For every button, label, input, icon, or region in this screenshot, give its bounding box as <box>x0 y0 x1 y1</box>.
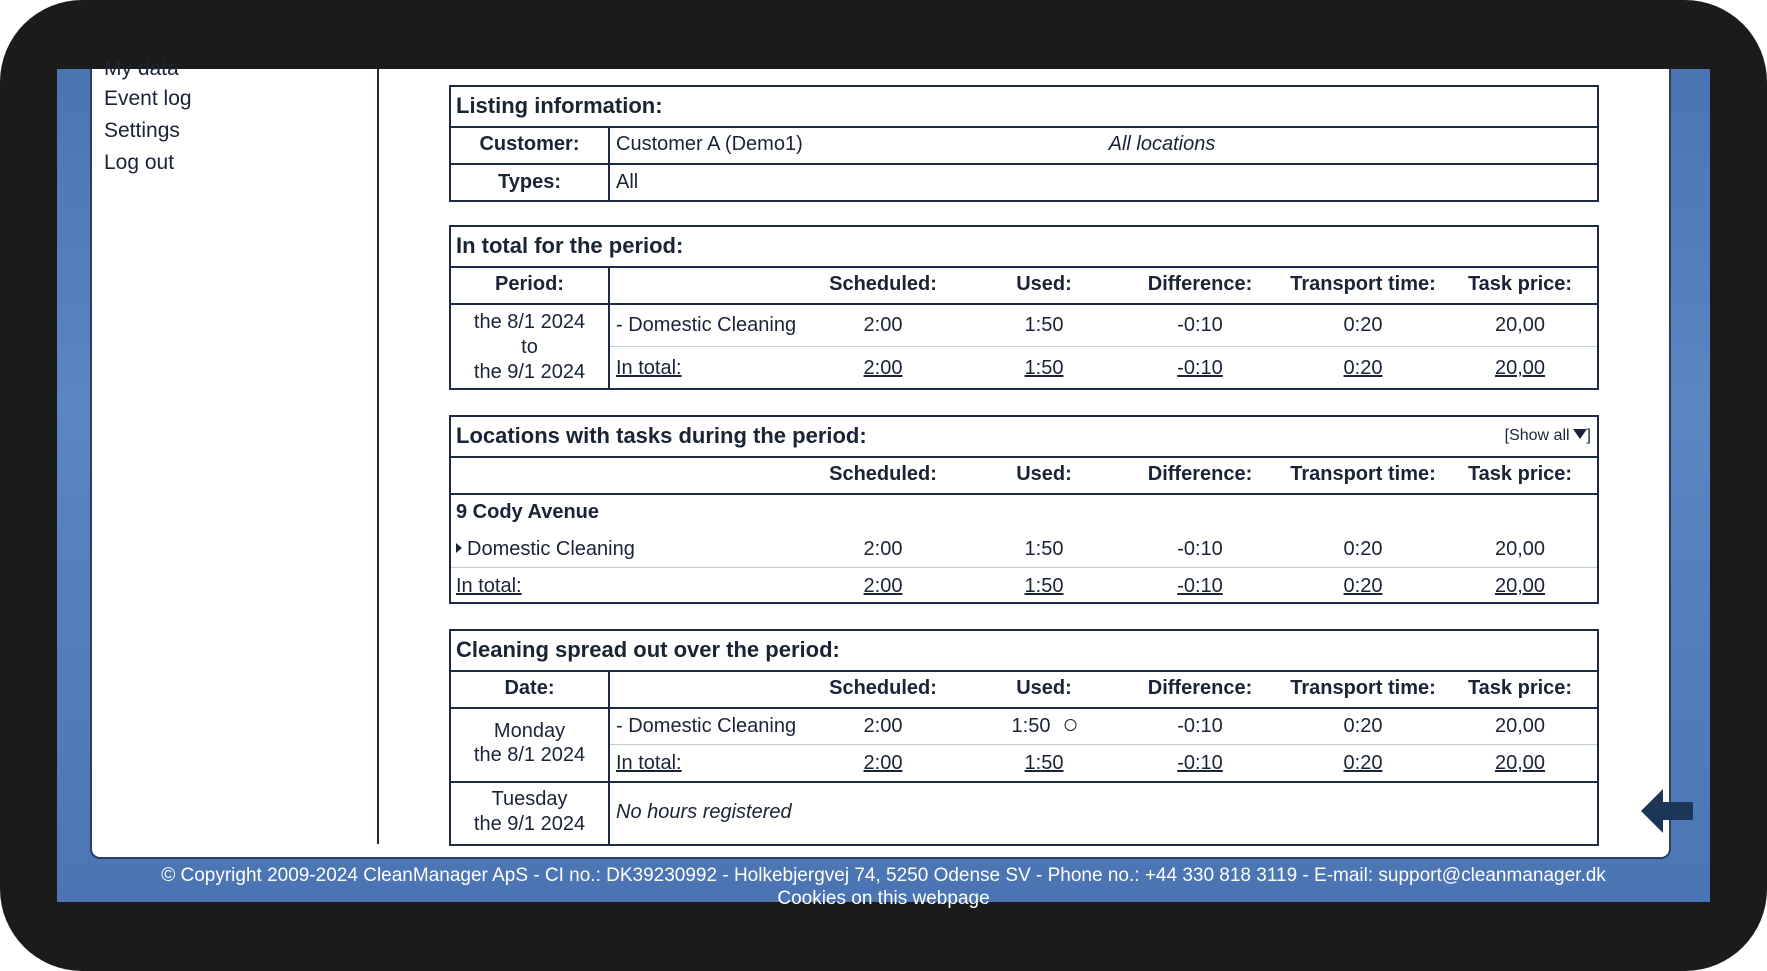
date-header: Date: <box>504 677 555 699</box>
used-header: Used: <box>1016 677 1072 699</box>
row-scheduled: 2:00 <box>863 314 903 336</box>
transport-header: Transport time: <box>1290 273 1436 295</box>
location-total-transport-link[interactable]: 0:20 <box>1343 575 1383 597</box>
row-used: 1:50 <box>1024 314 1064 336</box>
sidebar-item-my-data[interactable]: My data <box>104 57 179 80</box>
cleaning-spread-title: Cleaning spread out over the period: <box>456 637 840 662</box>
price-header: Task price: <box>1467 463 1573 485</box>
total-used-link[interactable]: 1:50 <box>1024 357 1064 379</box>
no-hours-text: No hours registered <box>616 801 792 823</box>
clock-icon[interactable] <box>1064 719 1076 731</box>
scheduled-header: Scheduled: <box>829 677 937 699</box>
location-row-price: 20,00 <box>1494 538 1546 560</box>
show-all-label: [Show all <box>1504 427 1570 444</box>
show-all-toggle[interactable]: [Show all ] <box>1504 427 1591 444</box>
location-row-transport: 0:20 <box>1343 538 1383 560</box>
sidebar-item-event-log[interactable]: Event log <box>104 87 192 110</box>
row-difference: -0:10 <box>1177 314 1223 336</box>
screen <box>57 57 1710 909</box>
location-row-scheduled: 2:00 <box>863 538 903 560</box>
location-row-difference: -0:10 <box>1177 538 1223 560</box>
used-header: Used: <box>1016 463 1072 485</box>
location-total-scheduled-link[interactable]: 2:00 <box>863 575 903 597</box>
period-from: the 8/1 2024 <box>473 311 586 333</box>
spread-total-difference-link[interactable]: -0:10 <box>1177 752 1223 774</box>
chevron-down-icon <box>1573 429 1587 439</box>
page-panel <box>90 57 1671 859</box>
locations-value: All locations <box>1108 133 1216 155</box>
locations-title: Locations with tasks during the period: <box>456 423 867 448</box>
spread-total-price-link[interactable]: 20,00 <box>1494 752 1546 774</box>
cookies-link[interactable]: Cookies on this webpage <box>777 888 990 909</box>
period-to-word: to <box>521 336 538 358</box>
spread-row-price: 20,00 <box>1494 715 1546 737</box>
listing-info-box <box>449 85 1599 202</box>
types-label: Types: <box>498 171 561 193</box>
scheduled-header: Scheduled: <box>829 463 937 485</box>
difference-header: Difference: <box>1147 463 1253 485</box>
location-row-used: 1:50 <box>1024 538 1064 560</box>
spread-row-transport: 0:20 <box>1343 715 1383 737</box>
spread-total-label-link[interactable]: In total: <box>616 752 682 774</box>
locations-box <box>449 415 1599 604</box>
location-total-used-link[interactable]: 1:50 <box>1024 575 1064 597</box>
cleaning-spread-box <box>449 629 1599 846</box>
location-total-label-link[interactable]: In total: <box>456 575 522 597</box>
location-name: 9 Cody Avenue <box>456 501 599 523</box>
total-transport-link[interactable]: 0:20 <box>1343 357 1383 379</box>
sidebar-item-settings[interactable]: Settings <box>104 119 180 142</box>
used-header: Used: <box>1016 273 1072 295</box>
spread-row-used-wrap <box>1012 715 1077 738</box>
sidebar-item-log-out[interactable]: Log out <box>104 151 175 174</box>
transport-header: Transport time: <box>1290 677 1436 699</box>
listing-info-title: Listing information: <box>456 93 663 118</box>
period-totals-box <box>449 225 1599 390</box>
row-label: - Domestic Cleaning <box>616 314 797 336</box>
row-transport: 0:20 <box>1343 314 1383 336</box>
total-price-link[interactable]: 20,00 <box>1494 357 1546 379</box>
caret-right-icon <box>456 543 462 553</box>
period-totals-title: In total for the period: <box>456 233 684 258</box>
total-label-link[interactable]: In total: <box>616 357 682 379</box>
difference-header: Difference: <box>1147 677 1253 699</box>
footer-copyright: © Copyright 2009-2024 CleanManager ApS - CI no.: DK39230992 - Holkebjergvej 74, 5250 Odense SV - Phone no.: +44 330 818 3119 - E-mail: support@cleanmanager.dk <box>161 865 1606 886</box>
total-difference-link[interactable]: -0:10 <box>1177 357 1223 379</box>
price-header: Task price: <box>1467 273 1573 295</box>
spread-row-scheduled: 2:00 <box>863 715 903 737</box>
location-total-price-link[interactable]: 20,00 <box>1494 575 1546 597</box>
day2-date: the 9/1 2024 <box>473 813 586 835</box>
row-price: 20,00 <box>1494 314 1546 336</box>
scheduled-header: Scheduled: <box>829 273 937 295</box>
customer-label: Customer: <box>479 133 580 155</box>
sidebar <box>92 57 379 844</box>
total-scheduled-link[interactable]: 2:00 <box>863 357 903 379</box>
arrow-left-icon[interactable] <box>1639 786 1695 836</box>
price-header: Task price: <box>1467 677 1573 699</box>
spread-row-difference: -0:10 <box>1177 715 1223 737</box>
location-task-row-toggle[interactable] <box>456 538 635 561</box>
difference-header: Difference: <box>1147 273 1253 295</box>
spread-total-used-link[interactable]: 1:50 <box>1024 752 1064 774</box>
spread-row-label: - Domestic Cleaning <box>616 715 797 737</box>
spread-row-used: 1:50 <box>1011 715 1051 737</box>
period-header: Period: <box>495 273 564 295</box>
day1-name: Monday <box>493 720 566 742</box>
spread-total-transport-link[interactable]: 0:20 <box>1343 752 1383 774</box>
transport-header: Transport time: <box>1290 463 1436 485</box>
footer <box>57 864 1710 910</box>
spread-total-scheduled-link[interactable]: 2:00 <box>863 752 903 774</box>
day1-date: the 8/1 2024 <box>473 744 586 766</box>
location-total-difference-link[interactable]: -0:10 <box>1177 575 1223 597</box>
period-to: the 9/1 2024 <box>473 361 586 383</box>
customer-value: Customer A (Demo1) <box>616 133 803 155</box>
types-value: All <box>616 171 639 193</box>
location-task-label: Domestic Cleaning <box>467 538 635 560</box>
day2-name: Tuesday <box>491 788 568 810</box>
